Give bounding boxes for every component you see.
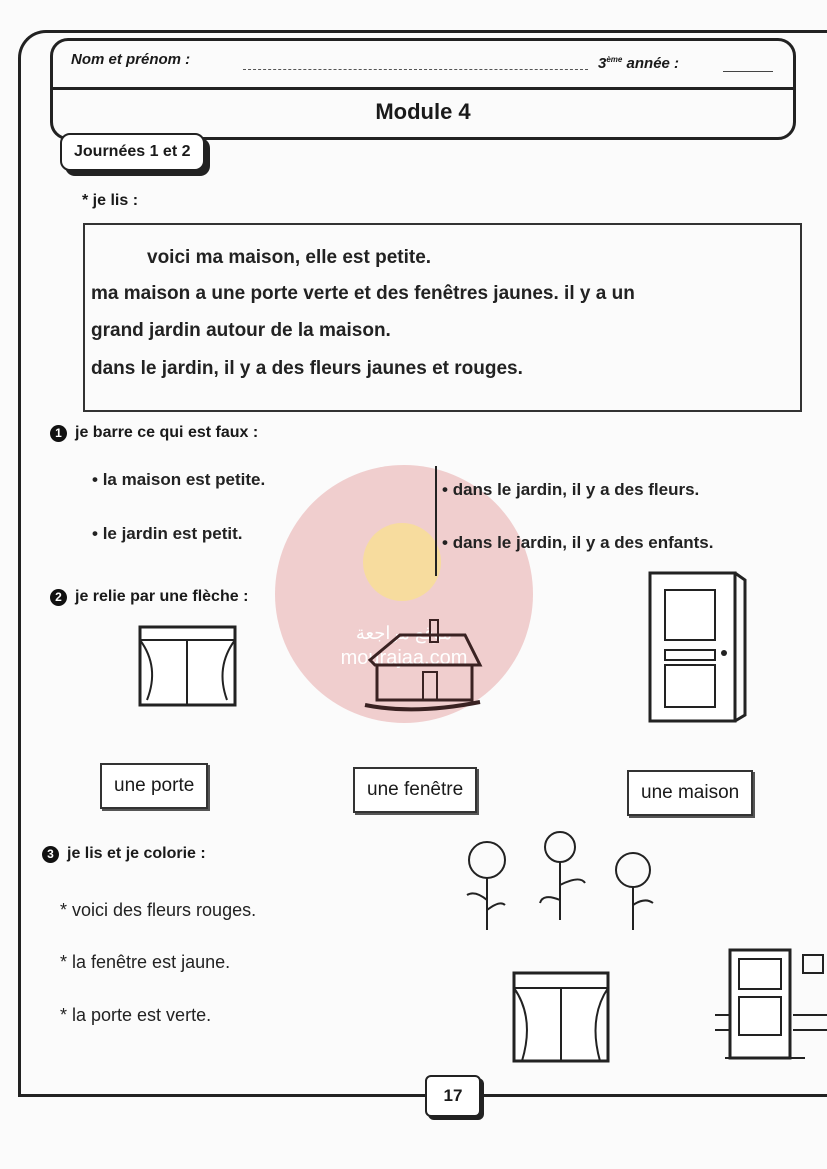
watermark-arabic: موقع مراجعة	[355, 623, 453, 643]
statement-item[interactable]: • le jardin est petit.	[92, 524, 243, 543]
grade-blank-line[interactable]	[723, 71, 773, 72]
door-illustration	[640, 565, 750, 725]
reading-line: grand jardin autour de la maison.	[91, 320, 391, 341]
word-card-window[interactable]: une fenêtre	[353, 767, 477, 813]
statement-item[interactable]: • dans le jardin, il y a des enfants.	[442, 533, 714, 552]
statement-item[interactable]: • dans le jardin, il y a des fleurs.	[442, 480, 700, 499]
window-coloring-illustration	[510, 968, 612, 1066]
name-label: Nom et prénom :	[71, 51, 191, 68]
reading-text-box	[83, 223, 802, 412]
word-card-house[interactable]: une maison	[627, 770, 753, 816]
section-title: Journées 1 et 2	[60, 133, 205, 171]
coloring-instruction: * la fenêtre est jaune.	[60, 952, 231, 972]
header-divider	[53, 87, 793, 90]
coloring-instruction: * voici des fleurs rouges.	[60, 900, 257, 920]
word-card-door[interactable]: une porte	[100, 763, 208, 809]
reading-line: voici ma maison, elle est petite.	[147, 247, 432, 268]
book-icon	[363, 523, 441, 601]
grade-label: 3ème année :	[598, 55, 680, 72]
exercise1-title: 1 je barre ce qui est faux :	[50, 424, 258, 442]
door-coloring-illustration	[715, 945, 827, 1065]
name-blank-line[interactable]	[243, 69, 588, 70]
reading-line: ma maison a une porte verte et des fenêtres jaunes. il y a un	[91, 283, 635, 304]
bottom-rule	[18, 1094, 827, 1097]
flowers-illustration	[455, 825, 665, 935]
column-divider	[435, 466, 437, 576]
watermark-site: mourajaa.com	[340, 647, 468, 669]
worksheet-header	[50, 38, 796, 140]
reading-line: dans le jardin, il y a des fleurs jaunes et rouges.	[91, 358, 523, 379]
reading-label: * je lis :	[82, 192, 139, 209]
exercise3-title: 3 je lis et je colorie :	[42, 845, 206, 863]
page-number: 17	[425, 1075, 481, 1117]
window-illustration	[135, 622, 240, 710]
coloring-instruction: * la porte est verte.	[60, 1005, 212, 1025]
module-title: Module 4	[375, 99, 471, 124]
exercise2-title: 2 je relie par une flèche :	[50, 588, 248, 606]
house-illustration	[355, 610, 490, 720]
statement-item[interactable]: • la maison est petite.	[92, 470, 266, 489]
